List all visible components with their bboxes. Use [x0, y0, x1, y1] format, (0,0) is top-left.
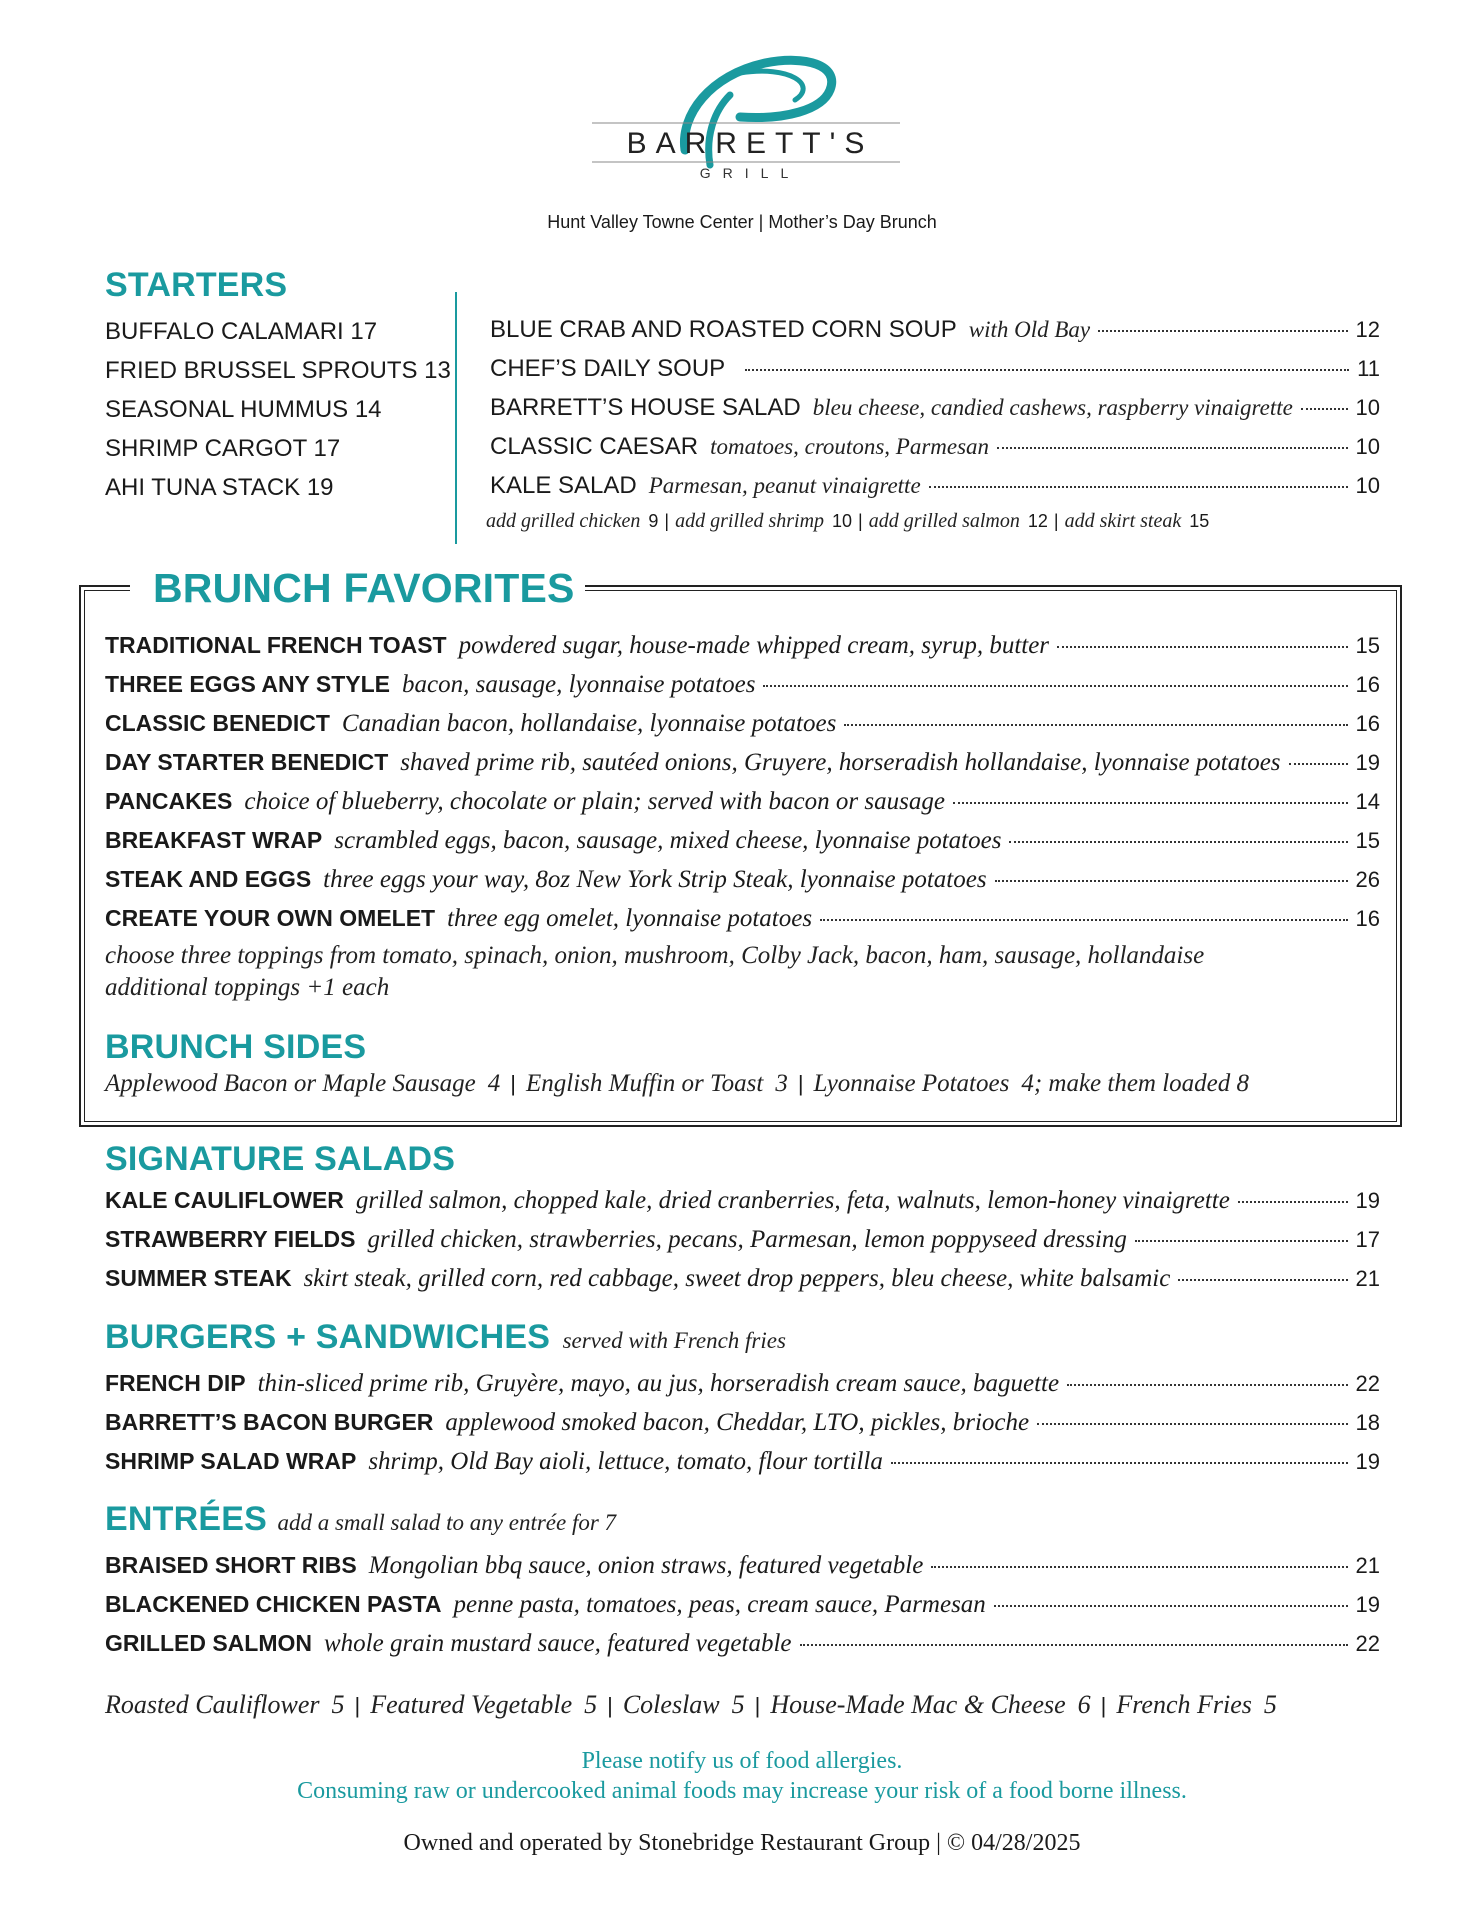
soup-salad-item [490, 316, 1380, 352]
item-description: powdered sugar, house-made whipped cream, syrup, butter [458, 632, 1050, 659]
item-description: three egg omelet, lyonnaise potatoes [447, 905, 813, 932]
soup-salad-item [490, 394, 1380, 430]
leader-dots [1135, 1240, 1348, 1242]
leader-dots [1009, 841, 1347, 843]
separator: | [1053, 511, 1059, 531]
side-price: 6 [1077, 1690, 1091, 1719]
omelet-note-2: additional toppings +1 each [105, 974, 390, 1001]
item-price: 16 [1355, 672, 1380, 697]
sides-line [105, 1690, 1277, 1720]
item-name: CLASSIC BENEDICT [105, 710, 330, 736]
starters-divider [455, 292, 457, 544]
menu-item [105, 1409, 1380, 1445]
side-name: Coleslaw [622, 1690, 720, 1719]
item-description: grilled chicken, strawberries, pecans, Parmesan, lemon poppyseed dressing [367, 1226, 1127, 1253]
starter-item: FRIED BRUSSEL SPROUTS 13 [105, 357, 451, 384]
starter-item: SEASONAL HUMMUS 14 [105, 396, 382, 423]
item-price: 11 [1357, 356, 1380, 381]
item-name: SUMMER STEAK [105, 1265, 292, 1291]
side-name: French Fries [1116, 1690, 1252, 1719]
item-description: scrambled eggs, bacon, sausage, mixed cheese, lyonnaise potatoes [334, 827, 1002, 854]
side-name: English Muffin or Toast [526, 1070, 764, 1097]
side-price: 4; make them loaded 8 [1021, 1070, 1250, 1097]
leader-dots [929, 486, 1348, 488]
separator: | [664, 511, 670, 531]
salad-addons [486, 510, 1209, 533]
item-price: 19 [1355, 1592, 1380, 1617]
menu-item [105, 749, 1380, 785]
raw-food-warning: Consuming raw or undercooked animal foods may increase your risk of a food borne illness. [297, 1778, 1187, 1804]
menu-item [105, 1370, 1380, 1406]
item-description: bleu cheese, candied cashews, raspberry vinaigrette [812, 395, 1293, 420]
item-price: 19 [1355, 750, 1380, 775]
leader-dots [745, 369, 1349, 371]
separator: | [858, 511, 863, 531]
menu-item [105, 1187, 1380, 1223]
item-name: GRILLED SALMON [105, 1630, 312, 1656]
side-name: House-Made Mac & Cheese [770, 1690, 1066, 1719]
item-description: Mongolian bbq sauce, onion straws, featured vegetable [368, 1552, 924, 1579]
item-price: 10 [1355, 473, 1380, 498]
addon-label: add skirt steak [1064, 510, 1182, 532]
side-name: Roasted Cauliflower [105, 1690, 320, 1719]
menu-item [105, 710, 1380, 746]
brunch-sides-title: BRUNCH SIDES [105, 1028, 367, 1066]
item-price: 15 [1355, 633, 1380, 658]
soup-salad-item [490, 472, 1380, 508]
item-description: with Old Bay [968, 317, 1091, 342]
side-name: Lyonnaise Potatoes [813, 1070, 1010, 1097]
menu-item [105, 1630, 1380, 1666]
item-name: KALE SALAD [490, 472, 637, 499]
separator: | [754, 1693, 761, 1718]
item-price: 21 [1355, 1553, 1380, 1578]
leader-dots [1037, 1423, 1347, 1425]
item-name: CREATE YOUR OWN OMELET [105, 905, 436, 931]
leader-dots [1178, 1279, 1347, 1281]
item-price: 17 [1355, 1227, 1380, 1252]
item-name: CLASSIC CAESAR [490, 433, 699, 460]
item-description: grilled salmon, chopped kale, dried cranberries, feta, walnuts, lemon-honey vinaigrette [355, 1187, 1230, 1214]
item-description: whole grain mustard sauce, featured vegetable [324, 1630, 792, 1657]
brand-subtitle: GRILL [699, 165, 801, 181]
starter-item: SHRIMP CARGOT 17 [105, 435, 341, 462]
allergy-notice: Please notify us of food allergies. [581, 1748, 903, 1774]
addon-label: add grilled shrimp [675, 510, 825, 532]
item-description: tomatoes, croutons, Parmesan [710, 434, 990, 459]
location-line: Hunt Valley Towne Center | Mother’s Day Brunch [547, 212, 937, 232]
menu-item [105, 671, 1380, 707]
item-price: 14 [1355, 789, 1380, 814]
item-name: THREE EGGS ANY STYLE [105, 671, 390, 697]
side-price: 5 [731, 1690, 745, 1719]
menu-item [105, 788, 1380, 824]
separator: | [607, 1693, 613, 1718]
item-description: choice of blueberry, chocolate or plain; served with bacon or sausage [244, 788, 945, 815]
item-name: FRENCH DIP [105, 1370, 246, 1396]
item-name: CHEF’S DAILY SOUP [490, 355, 726, 382]
brand-name: BARRETT'S [626, 127, 874, 160]
item-price: 22 [1355, 1371, 1380, 1396]
leader-dots [931, 1566, 1347, 1568]
leader-dots [1289, 763, 1348, 765]
item-price: 18 [1355, 1410, 1380, 1435]
item-price: 12 [1355, 317, 1380, 342]
entrees-title: ENTRÉES [105, 1500, 267, 1538]
menu-item [105, 1552, 1380, 1588]
item-name: STEAK AND EGGS [105, 866, 312, 892]
leader-dots [994, 1605, 1348, 1607]
item-name: BARRETT’S HOUSE SALAD [490, 394, 801, 421]
side-name: Applewood Bacon or Maple Sausage [105, 1070, 476, 1097]
item-name: SHRIMP SALAD WRAP [105, 1448, 357, 1474]
menu-item [105, 827, 1380, 863]
salads-title: SIGNATURE SALADS [105, 1140, 456, 1178]
item-name: STRAWBERRY FIELDS [105, 1226, 356, 1252]
addon-price: 15 [1189, 511, 1210, 531]
item-price: 10 [1355, 395, 1380, 420]
burgers-title: BURGERS + SANDWICHES [105, 1318, 551, 1356]
addon-label: add grilled salmon [868, 510, 1020, 532]
menu-item [105, 866, 1380, 902]
side-price: 5 [584, 1690, 598, 1719]
addon-price: 12 [1027, 511, 1048, 531]
side-price: 5 [331, 1690, 345, 1719]
item-name: DAY STARTER BENEDICT [105, 749, 389, 775]
leader-dots [763, 685, 1347, 687]
logo [590, 55, 900, 185]
side-name: Featured Vegetable [370, 1690, 573, 1719]
addon-price: 9 [648, 511, 659, 531]
addon-price: 10 [832, 511, 853, 531]
leader-dots [844, 724, 1347, 726]
item-name: BLUE CRAB AND ROASTED CORN SOUP [490, 316, 957, 343]
leader-dots [995, 880, 1348, 882]
item-description: shrimp, Old Bay aioli, lettuce, tomato, flour tortilla [368, 1448, 883, 1475]
menu-item [105, 632, 1380, 668]
ownership-line: Owned and operated by Stonebridge Restaurant Group | © 04/28/2025 [403, 1830, 1081, 1856]
menu-item [105, 1226, 1380, 1262]
omelet-note-1: choose three toppings from tomato, spinach, onion, mushroom, Colby Jack, bacon, ham, sausage, hollandaise [105, 942, 1205, 969]
item-price: 15 [1355, 828, 1380, 853]
separator: | [354, 1693, 361, 1718]
menu-item [105, 1265, 1380, 1301]
leader-dots [1067, 1384, 1347, 1386]
item-price: 16 [1355, 711, 1380, 736]
item-description: Parmesan, peanut vinaigrette [648, 473, 921, 498]
leader-dots [1238, 1201, 1348, 1203]
brunch-sides-line [105, 1070, 1249, 1098]
item-name: KALE CAULIFLOWER [105, 1187, 344, 1213]
side-price: 3 [775, 1070, 788, 1097]
menu-item [105, 905, 1380, 941]
leader-dots [1098, 330, 1347, 332]
soup-salad-item [490, 355, 1380, 391]
leader-dots [953, 802, 1348, 804]
item-name: BREAKFAST WRAP [105, 827, 323, 853]
item-name: BARRETT’S BACON BURGER [105, 1409, 434, 1435]
item-description: Canadian bacon, hollandaise, lyonnaise potatoes [341, 710, 837, 737]
item-description: skirt steak, grilled corn, red cabbage, sweet drop peppers, bleu cheese, white balsamic [303, 1265, 1171, 1292]
item-price: 19 [1355, 1188, 1380, 1213]
item-price: 26 [1355, 867, 1380, 892]
entrees-subtitle: add a small salad to any entrée for 7 [277, 1510, 617, 1535]
item-price: 10 [1355, 434, 1380, 459]
item-description: bacon, sausage, lyonnaise potatoes [402, 671, 756, 698]
item-price: 16 [1355, 906, 1380, 931]
side-price: 5 [1263, 1690, 1277, 1719]
item-price: 19 [1355, 1449, 1380, 1474]
burgers-subtitle: served with French fries [562, 1328, 786, 1353]
menu-item [105, 1591, 1380, 1627]
leader-dots [1301, 408, 1348, 410]
brunch-title: BRUNCH FAVORITES [153, 565, 575, 611]
starter-item: BUFFALO CALAMARI 17 [105, 318, 378, 345]
item-name: TRADITIONAL FRENCH TOAST [105, 632, 447, 658]
starter-item: AHI TUNA STACK 19 [105, 474, 334, 501]
item-description: penne pasta, tomatoes, peas, cream sauce, Parmesan [453, 1591, 986, 1618]
addon-label: add grilled chicken [486, 510, 641, 532]
item-price: 21 [1355, 1266, 1380, 1291]
menu-item [105, 1448, 1380, 1484]
item-name: PANCAKES [105, 788, 233, 814]
leader-dots [891, 1462, 1348, 1464]
item-name: BRAISED SHORT RIBS [105, 1552, 357, 1578]
item-description: thin-sliced prime rib, Gruyère, mayo, au jus, horseradish cream sauce, baguette [257, 1370, 1060, 1397]
starters-title: STARTERS [105, 266, 288, 304]
soup-salad-item [490, 433, 1380, 469]
separator: | [1100, 1693, 1107, 1718]
separator: | [797, 1071, 804, 1096]
item-name: BLACKENED CHICKEN PASTA [105, 1591, 442, 1617]
side-price: 4 [487, 1070, 501, 1097]
leader-dots [800, 1644, 1348, 1646]
separator: | [510, 1071, 516, 1096]
leader-dots [997, 447, 1347, 449]
entrees-header [105, 1500, 616, 1539]
leader-dots [1057, 646, 1347, 648]
item-description: applewood smoked bacon, Cheddar, LTO, pickles, brioche [445, 1409, 1030, 1436]
item-description: three eggs your way, 8oz New York Strip Steak, lyonnaise potatoes [323, 866, 987, 893]
item-description: shaved prime rib, sautéed onions, Gruyere, horseradish hollandaise, lyonnaise potatoes [400, 749, 1281, 776]
item-price: 22 [1355, 1631, 1380, 1656]
leader-dots [820, 919, 1347, 921]
burgers-header [105, 1318, 786, 1357]
